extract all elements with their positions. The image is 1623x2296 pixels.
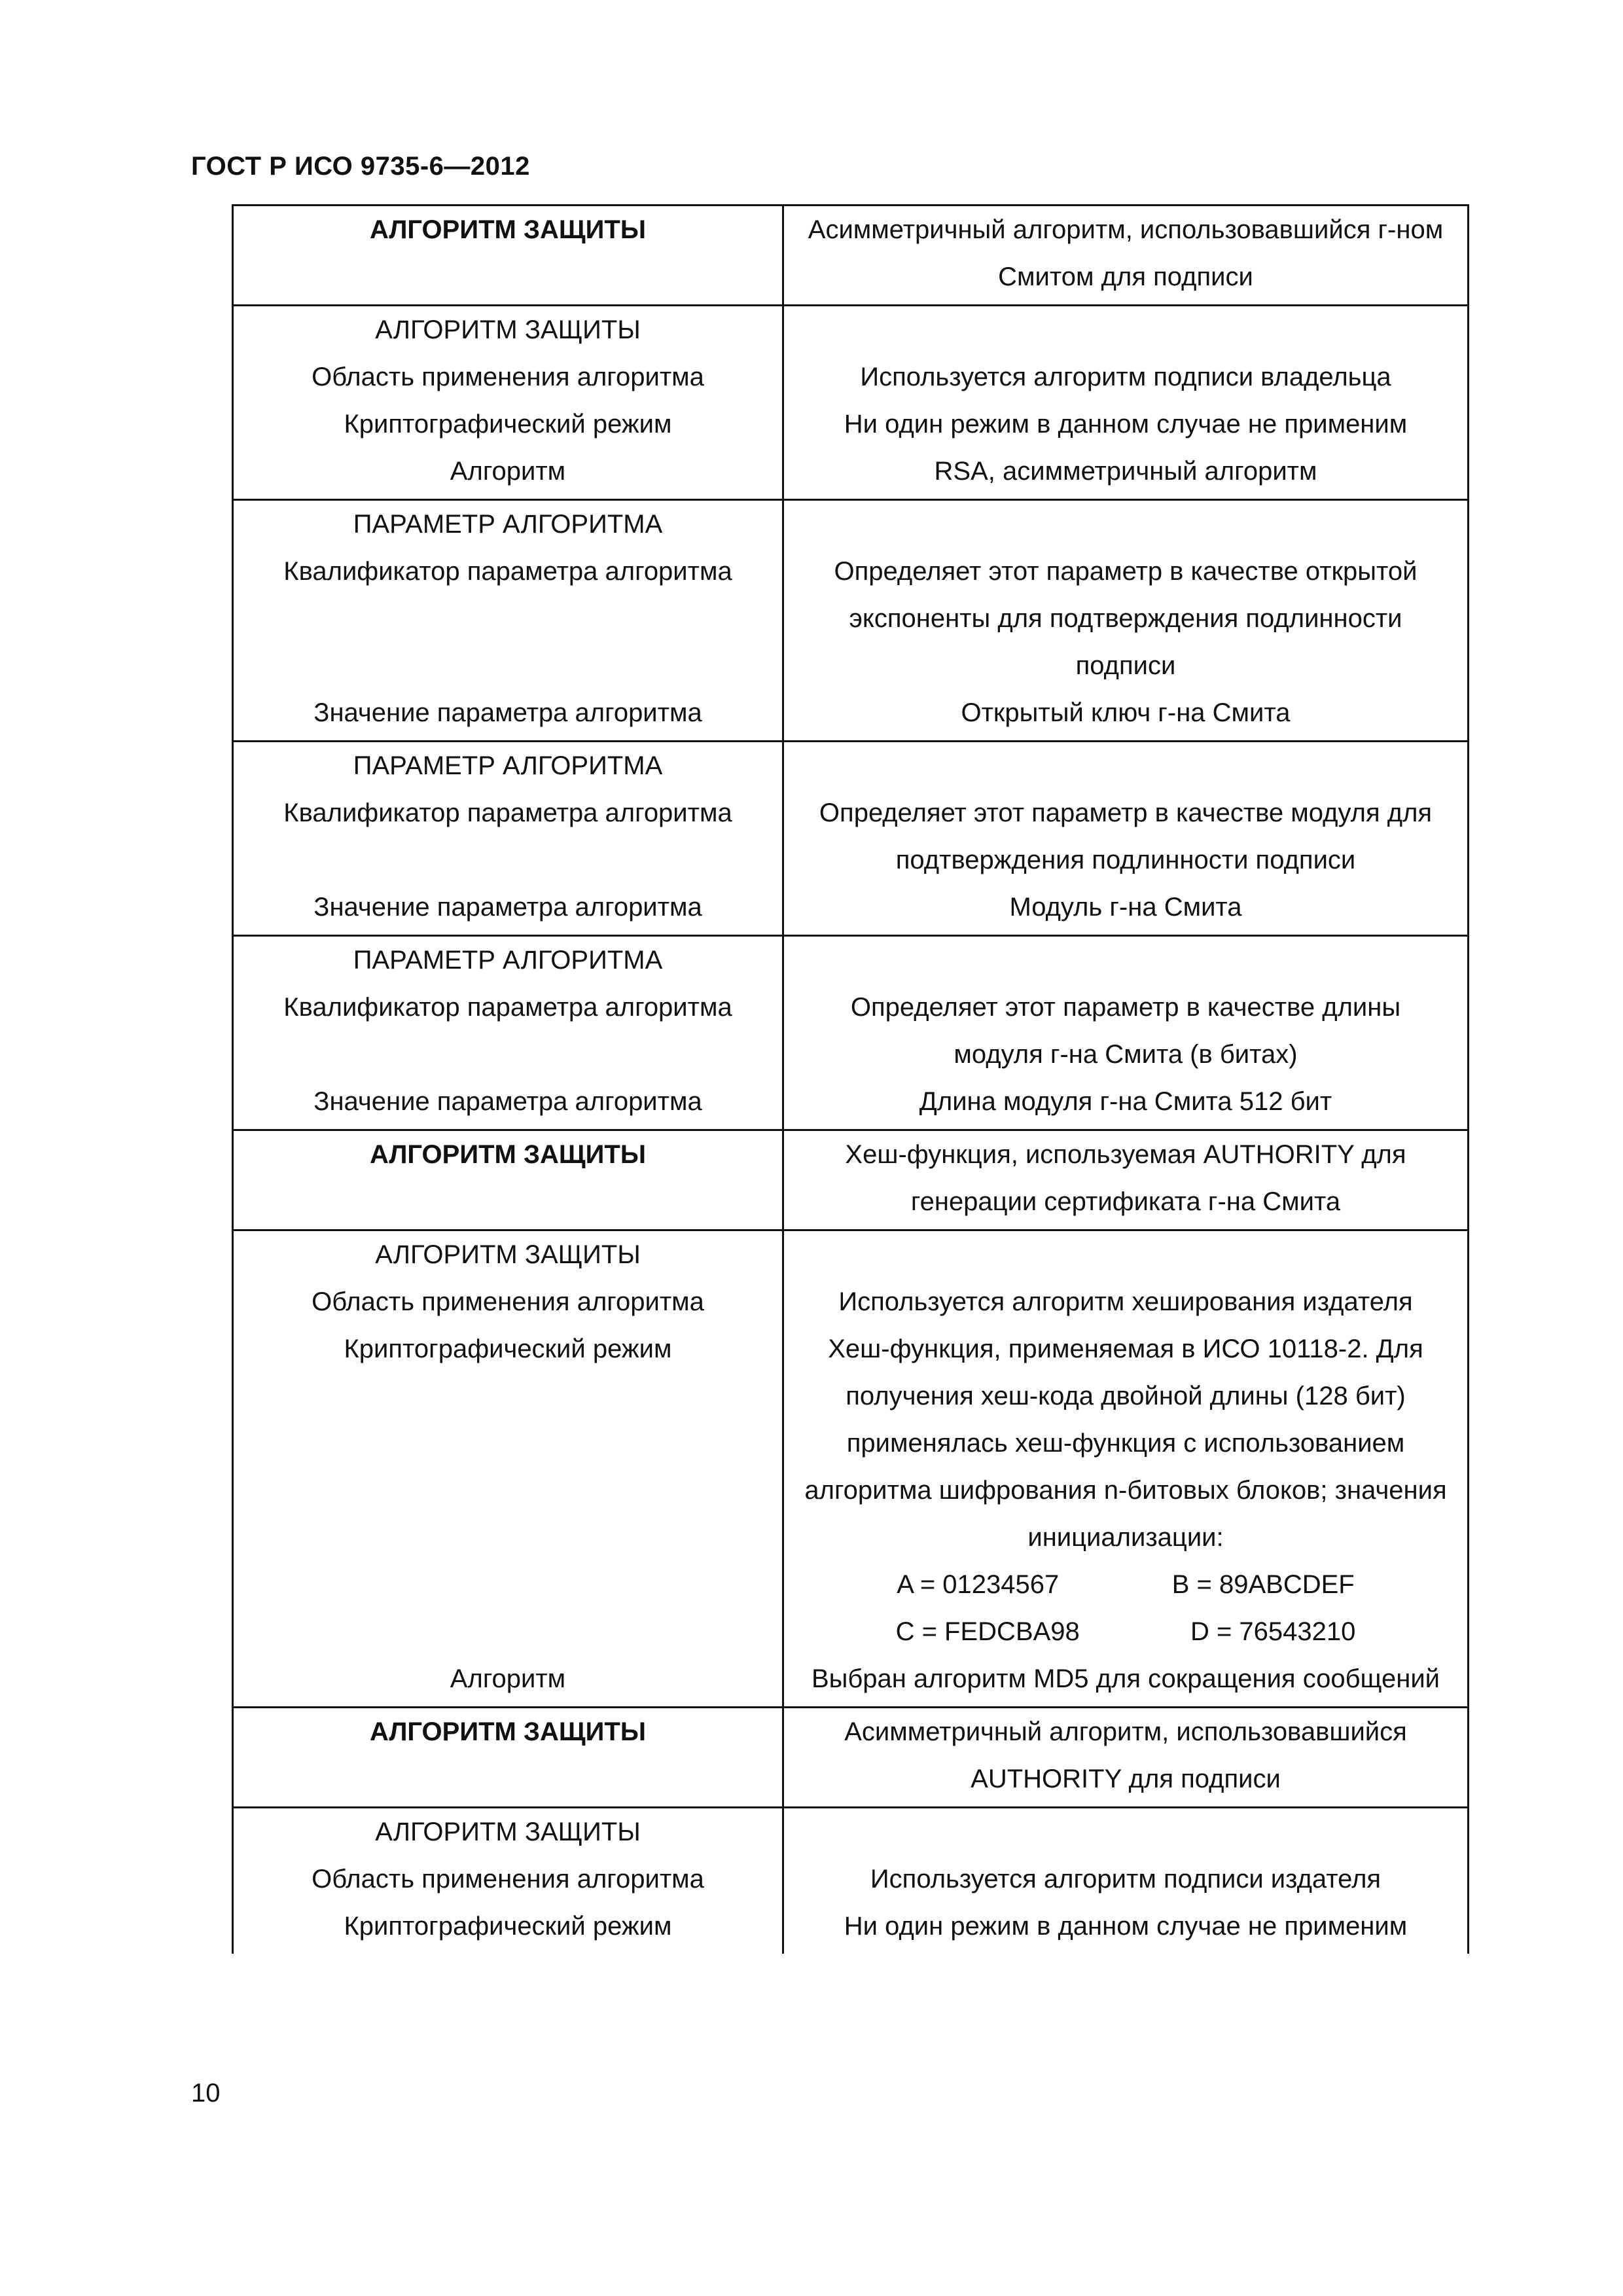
table-cell-field bbox=[233, 742, 783, 936]
table-cell-value bbox=[783, 936, 1469, 1130]
table-row bbox=[233, 1808, 1469, 1954]
field-name-line: Квалификатор параметра алгоритма bbox=[283, 798, 732, 827]
field-value-line: Используется алгоритм подписи издателя bbox=[870, 1865, 1382, 1893]
init-value: B = 89ABCDEF bbox=[1171, 1570, 1355, 1599]
table-row bbox=[233, 306, 1469, 500]
table-cell-value bbox=[783, 206, 1469, 306]
field-name-line: ПАРАМЕТР АЛГОРИТМА bbox=[353, 510, 663, 539]
table-cell-value bbox=[783, 1130, 1469, 1230]
table-cell-value bbox=[783, 306, 1469, 500]
table-cell-field bbox=[233, 306, 783, 500]
field-name-line: АЛГОРИТМ ЗАЩИТЫ bbox=[375, 1240, 641, 1269]
field-value-line: подтверждения подлинности подписи bbox=[895, 846, 1356, 874]
field-value-line: получения хеш-кода двойной длины (128 бит) bbox=[846, 1382, 1406, 1410]
field-name-line bbox=[238, 1755, 778, 1803]
field-name-line bbox=[238, 595, 778, 642]
field-value-line: Используется алгоритм хеширования издателя bbox=[838, 1287, 1413, 1316]
cell-padding bbox=[788, 1702, 1463, 1706]
field-name-line: Алгоритм bbox=[450, 457, 566, 486]
cell-padding bbox=[238, 931, 778, 935]
field-value-line: Определяет этот параметр в качестве модуля для bbox=[819, 798, 1433, 827]
init-values-line bbox=[788, 1561, 1463, 1608]
table-cell-field bbox=[233, 1130, 783, 1230]
field-name-line bbox=[238, 1031, 778, 1078]
field-name-line: Криптографический режим bbox=[344, 1912, 672, 1941]
field-value-line: алгоритма шифрования n-битовых блоков; значения bbox=[804, 1476, 1447, 1505]
field-name-line bbox=[238, 253, 778, 300]
table-cell-field bbox=[233, 500, 783, 742]
field-name-line: АЛГОРИТМ ЗАЩИТЫ bbox=[369, 1717, 647, 1746]
table-row bbox=[233, 1230, 1469, 1708]
init-value: D = 76543210 bbox=[1190, 1617, 1356, 1646]
field-value-line: применялась хеш-функция с использованием bbox=[846, 1429, 1405, 1458]
cell-padding bbox=[788, 1225, 1463, 1229]
field-name-line: Криптографический режим bbox=[344, 1335, 672, 1363]
cell-padding bbox=[788, 931, 1463, 935]
cell-padding bbox=[238, 1125, 778, 1129]
field-value-line: генерации сертификата г-на Смита bbox=[910, 1187, 1341, 1216]
field-value-line: экспоненты для подтверждения подлинности bbox=[849, 604, 1402, 633]
table-row bbox=[233, 206, 1469, 306]
security-algorithm-table bbox=[232, 204, 1469, 1954]
field-name-line bbox=[238, 1514, 778, 1561]
field-name-line: Область применения алгоритма bbox=[312, 1865, 704, 1893]
field-value-line: RSA, асимметричный алгоритм bbox=[934, 457, 1317, 486]
document-header: ГОСТ Р ИСО 9735-6—2012 bbox=[191, 152, 530, 181]
table-cell-value bbox=[783, 500, 1469, 742]
field-value-line bbox=[788, 501, 1463, 548]
field-value-line: подписи bbox=[1075, 651, 1176, 680]
field-value-line: AUTHORITY для подписи bbox=[971, 1765, 1281, 1793]
init-values-line bbox=[788, 1608, 1463, 1655]
table-cell-field bbox=[233, 936, 783, 1130]
table-cell-value bbox=[783, 1708, 1469, 1808]
field-name-line bbox=[238, 836, 778, 884]
cell-padding bbox=[788, 495, 1463, 499]
field-name-line: Область применения алгоритма bbox=[312, 1287, 704, 1316]
table-cell-value bbox=[783, 1230, 1469, 1708]
field-value-line: Асимметричный алгоритм, использовавшийся г-ном bbox=[808, 215, 1444, 244]
field-name-line: АЛГОРИТМ ЗАЩИТЫ bbox=[369, 1140, 647, 1169]
field-name-line bbox=[238, 1561, 778, 1608]
table-cell-field bbox=[233, 1808, 783, 1954]
field-value-line: Асимметричный алгоритм, использовавшийся bbox=[844, 1717, 1407, 1746]
field-name-line: ПАРАМЕТР АЛГОРИТМА bbox=[353, 751, 663, 780]
table-row bbox=[233, 500, 1469, 742]
field-value-line bbox=[788, 306, 1463, 353]
field-value-line: Хеш-функция, используемая AUTHORITY для bbox=[845, 1140, 1406, 1169]
cell-padding bbox=[238, 1950, 778, 1954]
field-name-line: Значение параметра алгоритма bbox=[313, 1087, 702, 1116]
cell-padding bbox=[788, 1950, 1463, 1954]
field-name-line: АЛГОРИТМ ЗАЩИТЫ bbox=[375, 315, 641, 344]
cell-padding bbox=[788, 300, 1463, 304]
field-value-line: Ни один режим в данном случае не применим bbox=[844, 1912, 1408, 1941]
cell-padding bbox=[788, 1125, 1463, 1129]
table-cell-value bbox=[783, 742, 1469, 936]
field-value-line: Выбран алгоритм MD5 для сокращения сообщений bbox=[811, 1664, 1440, 1693]
field-value-line: инициализации: bbox=[1027, 1523, 1224, 1552]
field-value-line: Смитом для подписи bbox=[998, 262, 1253, 291]
table-cell-field bbox=[233, 1230, 783, 1708]
page-number: 10 bbox=[191, 2079, 221, 2108]
cell-padding bbox=[788, 1803, 1463, 1806]
field-value-line: Модуль г-на Смита bbox=[1009, 893, 1242, 922]
init-value: C = FEDCBA98 bbox=[895, 1617, 1080, 1646]
field-name-line: Значение параметра алгоритма bbox=[313, 698, 702, 727]
field-value-line: Используется алгоритм подписи владельца bbox=[860, 363, 1391, 391]
field-value-line: Открытый ключ г-на Смита bbox=[961, 698, 1291, 727]
field-name-line: Область применения алгоритма bbox=[312, 363, 704, 391]
table-row bbox=[233, 1130, 1469, 1230]
field-value-line bbox=[788, 1231, 1463, 1278]
field-name-line bbox=[238, 1608, 778, 1655]
field-name-line: Значение параметра алгоритма bbox=[313, 893, 702, 922]
field-value-line: Определяет этот параметр в качестве открытой bbox=[834, 557, 1418, 586]
field-name-line bbox=[238, 1178, 778, 1225]
table-row bbox=[233, 742, 1469, 936]
field-name-line bbox=[238, 1420, 778, 1467]
field-name-line: Алгоритм bbox=[450, 1664, 566, 1693]
field-name-line bbox=[238, 1372, 778, 1420]
field-value-line: Хеш-функция, применяемая в ИСО 10118-2. Для bbox=[828, 1335, 1423, 1363]
field-value-line: Определяет этот параметр в качестве длины bbox=[850, 993, 1401, 1022]
table-cell-field bbox=[233, 206, 783, 306]
cell-padding bbox=[238, 736, 778, 740]
field-value-line: Ни один режим в данном случае не применим bbox=[844, 410, 1408, 439]
init-value: A = 01234567 bbox=[897, 1570, 1060, 1599]
field-value-line: Длина модуля г-на Смита 512 бит bbox=[919, 1087, 1332, 1116]
field-name-line: АЛГОРИТМ ЗАЩИТЫ bbox=[369, 215, 647, 244]
field-value-line: модуля г-на Смита (в битах) bbox=[954, 1040, 1298, 1069]
cell-padding bbox=[238, 1225, 778, 1229]
field-value-line bbox=[788, 1808, 1463, 1856]
table-cell-value bbox=[783, 1808, 1469, 1954]
table-cell-field bbox=[233, 1708, 783, 1808]
table-row bbox=[233, 936, 1469, 1130]
field-name-line bbox=[238, 1467, 778, 1514]
table-row bbox=[233, 1708, 1469, 1808]
field-name-line: АЛГОРИТМ ЗАЩИТЫ bbox=[375, 1818, 641, 1846]
field-value-line bbox=[788, 742, 1463, 789]
cell-padding bbox=[238, 495, 778, 499]
cell-padding bbox=[238, 300, 778, 304]
field-value-line bbox=[788, 937, 1463, 984]
field-name-line: Криптографический режим bbox=[344, 410, 672, 439]
field-name-line bbox=[238, 642, 778, 689]
cell-padding bbox=[788, 736, 1463, 740]
field-name-line: ПАРАМЕТР АЛГОРИТМА bbox=[353, 946, 663, 975]
cell-padding bbox=[238, 1803, 778, 1806]
cell-padding bbox=[238, 1702, 778, 1706]
field-name-line: Квалификатор параметра алгоритма bbox=[283, 557, 732, 586]
table-body bbox=[233, 206, 1469, 1954]
field-name-line: Квалификатор параметра алгоритма bbox=[283, 993, 732, 1022]
